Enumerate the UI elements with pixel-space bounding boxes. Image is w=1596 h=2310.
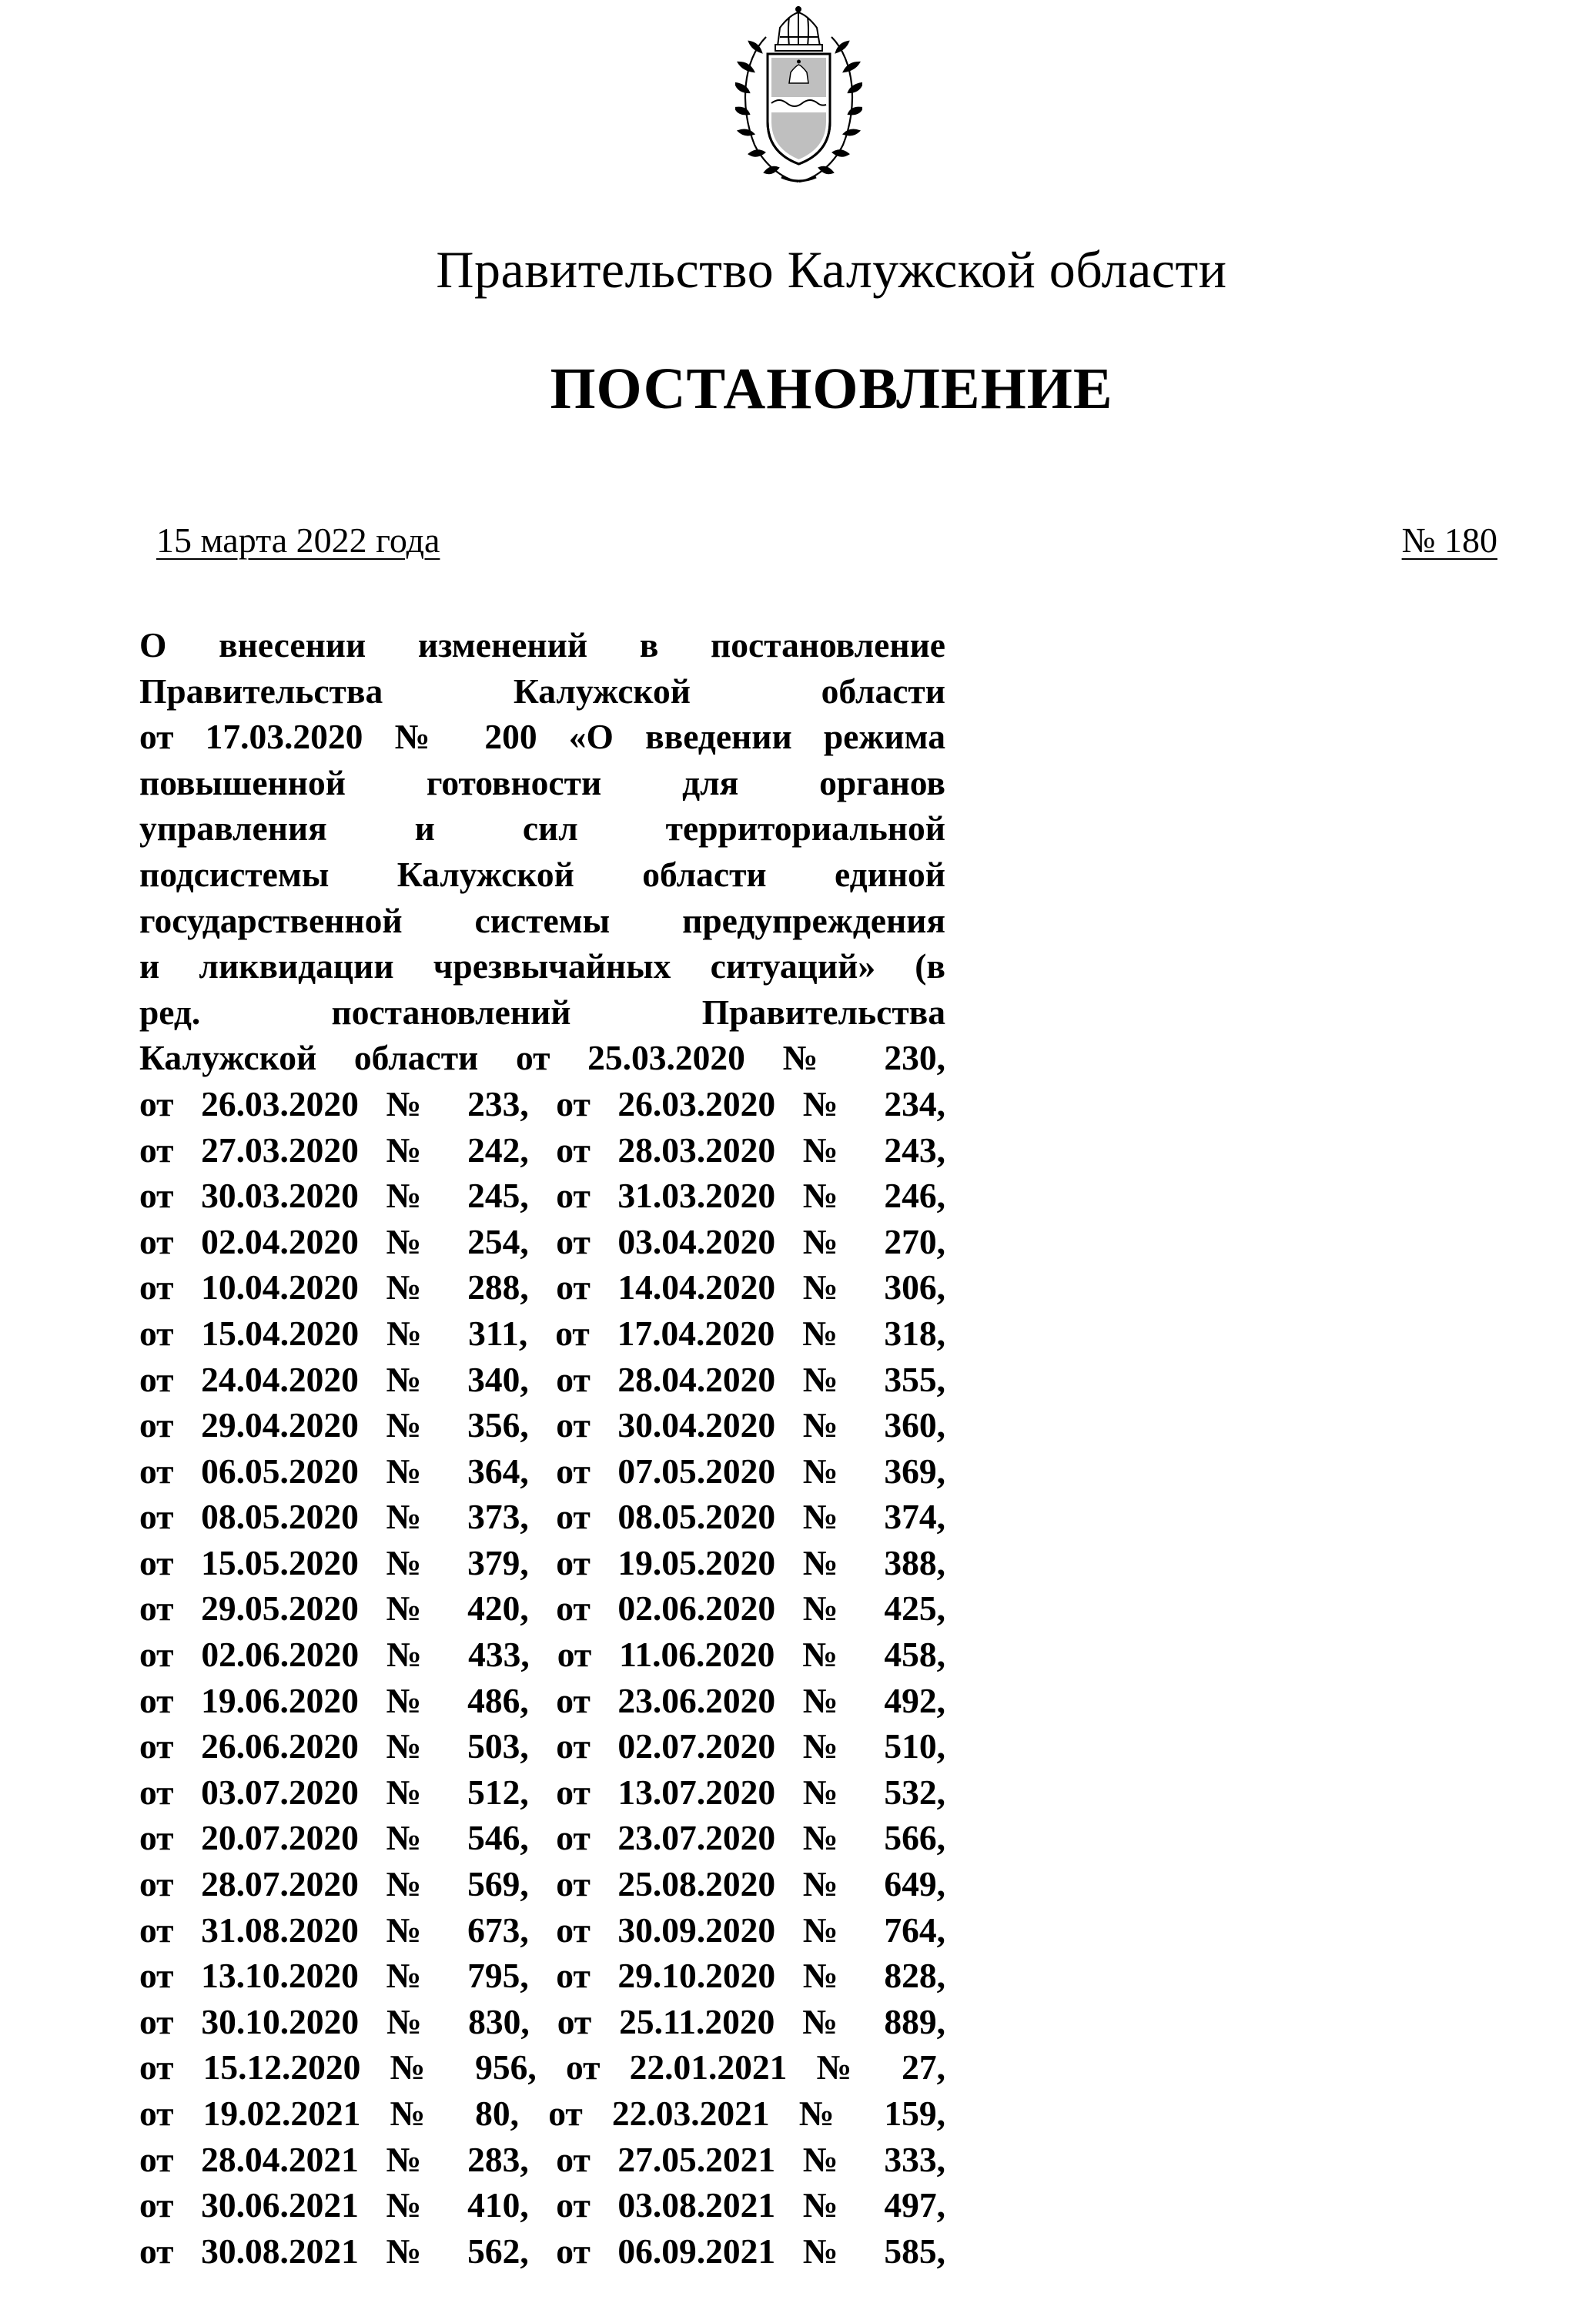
subject-line: от 15.12.2020 № 956, от 22.01.2021 № 27, <box>139 2047 945 2087</box>
subject-line: от 29.04.2020 № 356, от 30.04.2020 № 360, <box>139 1405 945 1445</box>
subject-line: и ликвидации чрезвычайных ситуаций» (в <box>139 946 945 986</box>
subject-line: Калужской области от 25.03.2020 № 230, <box>139 1038 945 1078</box>
subject-line: от 02.06.2020 № 433, от 11.06.2020 № 458, <box>139 1635 945 1675</box>
document-number: № 180 <box>1401 521 1497 560</box>
subject-line: от 24.04.2020 № 340, от 28.04.2020 № 355, <box>139 1359 945 1399</box>
kaluga-region-coat-of-arms-icon <box>735 6 862 187</box>
subject-line: от 28.07.2020 № 569, от 25.08.2020 № 649, <box>139 1864 945 1904</box>
subject-line: от 28.04.2021 № 283, от 27.05.2021 № 333, <box>139 2139 945 2179</box>
document-subject <box>139 622 945 2274</box>
subject-line: от 19.06.2020 № 486, от 23.06.2020 № 492, <box>139 1680 945 1720</box>
subject-line: от 15.05.2020 № 379, от 19.05.2020 № 388, <box>139 1542 945 1582</box>
subject-line: от 27.03.2020 № 242, от 28.03.2020 № 243, <box>139 1130 945 1170</box>
subject-line: от 30.06.2021 № 410, от 03.08.2021 № 497, <box>139 2185 945 2225</box>
subject-line: от 30.10.2020 № 830, от 25.11.2020 № 889, <box>139 2001 945 2041</box>
subject-line: от 03.07.2020 № 512, от 13.07.2020 № 532, <box>139 1772 945 1812</box>
subject-line: от 13.10.2020 № 795, от 29.10.2020 № 828, <box>139 1956 945 1996</box>
subject-line: от 17.03.2020 № 200 «О введении режима <box>139 717 945 757</box>
subject-line: от 06.05.2020 № 364, от 07.05.2020 № 369, <box>139 1451 945 1491</box>
subject-line: государственной системы предупреждения <box>139 900 945 940</box>
subject-line: повышенной готовности для органов <box>139 762 945 802</box>
subject-line: подсистемы Калужской области единой <box>139 854 945 894</box>
subject-line: от 30.08.2021 № 562, от 06.09.2021 № 585, <box>139 2231 945 2271</box>
subject-line: от 26.06.2020 № 503, от 02.07.2020 № 510, <box>139 1726 945 1766</box>
subject-line: от 08.05.2020 № 373, от 08.05.2020 № 374, <box>139 1497 945 1537</box>
document-type-heading: ПОСТАНОВЛЕНИЕ <box>550 357 1113 421</box>
subject-line: от 29.05.2020 № 420, от 02.06.2020 № 425, <box>139 1589 945 1629</box>
document-date: 15 марта 2022 года <box>156 521 440 560</box>
subject-line: от 30.03.2020 № 245, от 31.03.2020 № 246, <box>139 1176 945 1216</box>
subject-line: О внесении изменений в постановление <box>139 625 945 665</box>
subject-line: Правительства Калужской области <box>139 671 945 711</box>
subject-line: управления и сил территориальной <box>139 808 945 849</box>
subject-line: от 02.04.2020 № 254, от 03.04.2020 № 270, <box>139 1221 945 1261</box>
subject-line: от 20.07.2020 № 546, от 23.07.2020 № 566, <box>139 1818 945 1858</box>
subject-line: от 31.08.2020 № 673, от 30.09.2020 № 764, <box>139 1910 945 1950</box>
subject-line: от 10.04.2020 № 288, от 14.04.2020 № 306, <box>139 1267 945 1307</box>
subject-line: от 19.02.2021 № 80, от 22.03.2021 № 159, <box>139 2094 945 2133</box>
subject-line: от 26.03.2020 № 233, от 26.03.2020 № 234, <box>139 1083 945 1123</box>
subject-line: от 15.04.2020 № 311, от 17.04.2020 № 318, <box>139 1313 945 1353</box>
government-name: Правительство Калужской области <box>436 240 1227 299</box>
subject-line: ред. постановлений Правительства <box>139 992 945 1032</box>
